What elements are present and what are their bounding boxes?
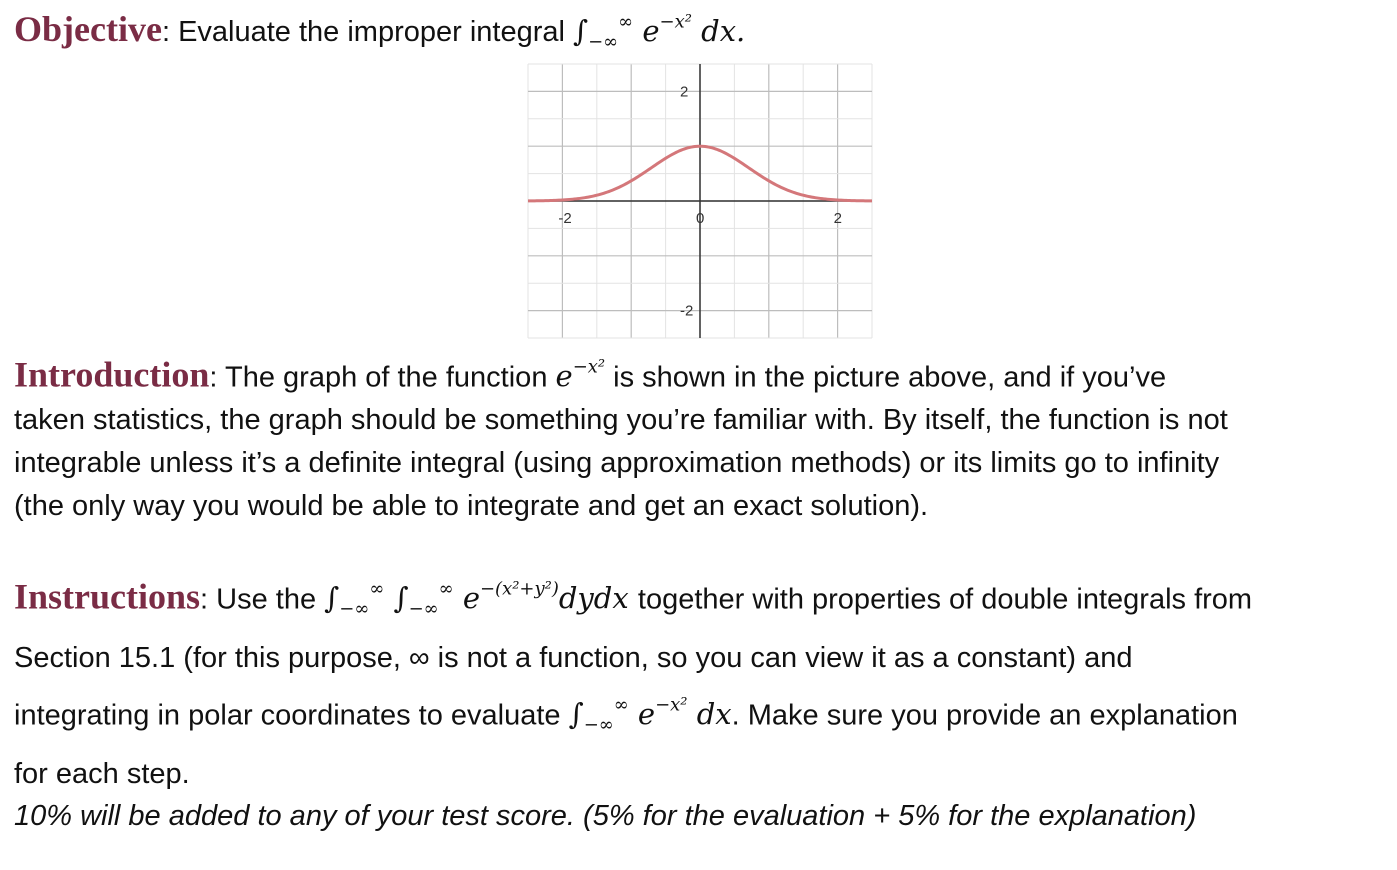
objective-text: Evaluate the improper integral xyxy=(178,16,565,48)
graph-axes xyxy=(528,64,872,338)
introduction-paragraph: Introduction: The graph of the function $e^{-x^2}$ is shown in the picture above, and if you’ve taken statistics, the graph should be something you’re familiar with. By itself, the function is not integrable unless it’s a definite integral (using approximation methods) or its limits go to infinity (the only way you would be able to integrate and get an exact solution). xyxy=(14,354,1228,523)
objective-integral: $\int_{-\infty}^\infty$ $e^{-x^2}$ dx. xyxy=(573,11,746,53)
instructions-paragraph: Instructions: Use the $\int_{-\infty}^\infty$ $\int_{-\infty}^\infty$ $e^{-(x^2+y^2)}dydx$ together with properties of double integrals from Section 15.1 (for this purpose, ∞ is not a function, so you can view it as a constant) and integrating in polar coordinates to evaluate $\int_{-\infty}^\infty$ $e^{-x^2}$ dx. Make sure you provide an explanation for each step. xyxy=(14,576,1253,790)
x-tick-label: 2 xyxy=(833,210,842,227)
objective-line: Objective: Evaluate the improper integral $\int_{-\infty}^\infty$ $e^{-x^2}$ dx. xyxy=(14,9,746,53)
introduction-heading: Introduction xyxy=(14,354,210,395)
instructions-heading: Instructions xyxy=(14,576,201,617)
gaussian-graph xyxy=(520,56,880,346)
single-integral: $\int_{-\infty}^\infty$ $e^{-x^2}$ dx xyxy=(568,694,732,736)
x-tick-label: -2 xyxy=(558,210,572,227)
x-tick-label: 0 xyxy=(696,210,705,227)
bonus-note: 10% will be added to any of your test score. (5% for the evaluation + 5% for the explanation) xyxy=(14,800,1197,832)
double-integral: $\int_{-\infty}^\infty$ $\int_{-\infty}^\infty$ $e^{-(x^2+y^2)}dydx$ xyxy=(324,579,629,620)
objective-heading: Objective xyxy=(14,9,162,49)
y-tick-label: 2 xyxy=(680,83,689,101)
y-tick-label: -2 xyxy=(680,302,694,320)
